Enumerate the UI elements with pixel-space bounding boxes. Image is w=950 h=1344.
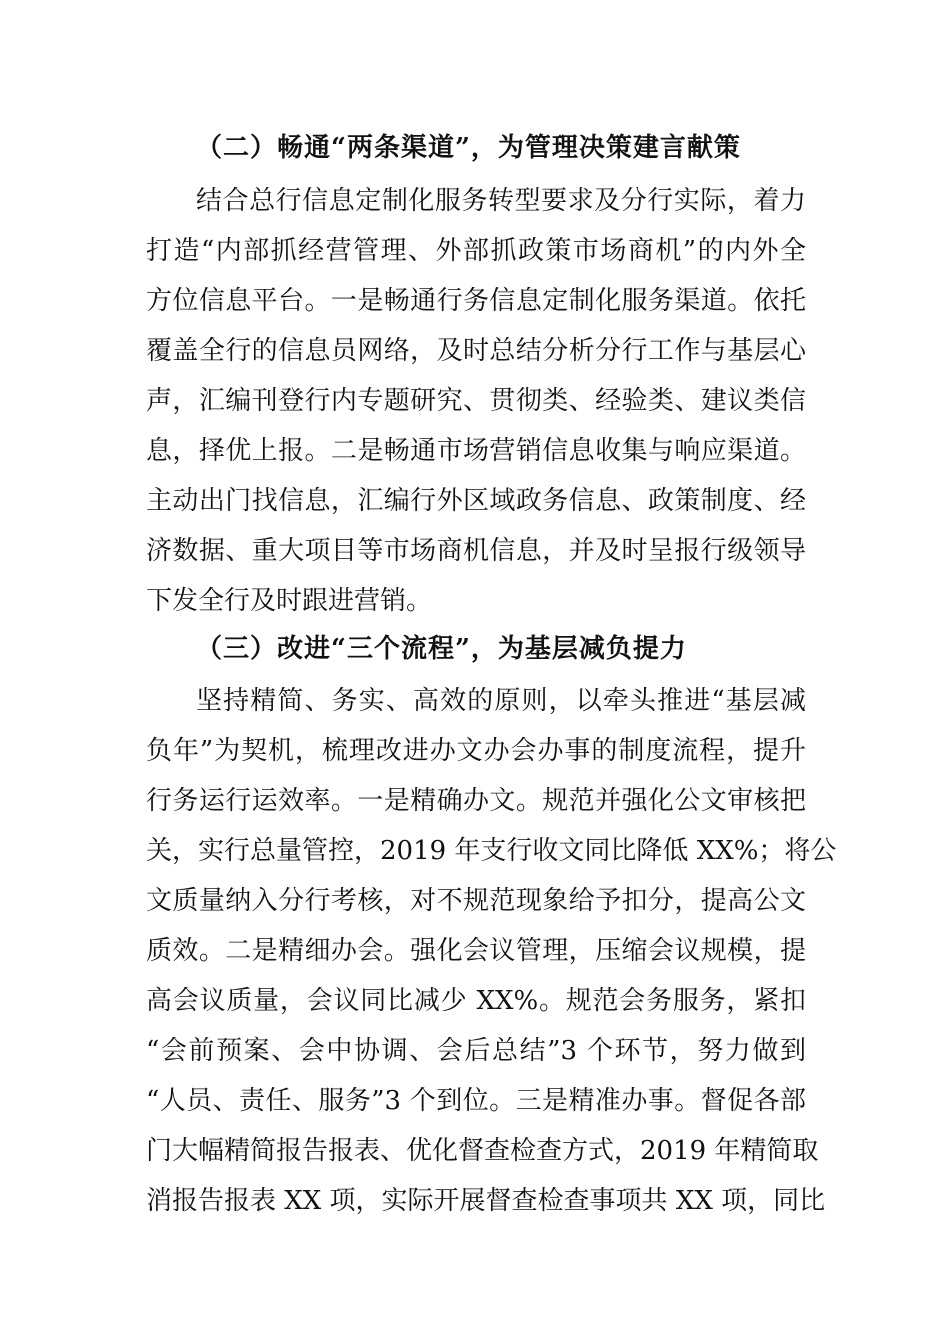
paragraph-line: 结合总行信息定制化服务转型要求及分行实际，着力 [196,186,806,216]
paragraph-line: 息，择优上报。二是畅通市场营销信息收集与响应渠道。 [146,436,806,466]
paragraph-line: 文质量纳入分行考核，对不规范现象给予扣分，提高公文 [146,886,806,916]
paragraph-line: “人员、责任、服务”3 个到位。三是精准办事。督促各部 [146,1086,806,1116]
paragraph-line: 负年”为契机，梳理改进办文办会办事的制度流程，提升 [146,736,806,766]
paragraph-line: 关，实行总量管控，2019 年支行收文同比降低 XX%；将公 [146,836,837,866]
paragraph-line: 打造“内部抓经营管理、外部抓政策市场商机”的内外全 [146,236,806,266]
paragraph-line: 行务运行运效率。一是精确办文。规范并强化公文审核把 [146,786,806,816]
section-heading-2: （二）畅通“两条渠道”，为管理决策建言献策 [196,133,741,163]
paragraph-line: 济数据、重大项目等市场商机信息，并及时呈报行级领导 [146,536,806,566]
paragraph-line: 下发全行及时跟进营销。 [146,586,433,616]
section-heading-3: （三）改进“三个流程”，为基层减负提力 [196,634,687,664]
paragraph-line: 高会议质量，会议同比减少 XX%。规范会务服务，紧扣 [146,986,806,1016]
paragraph-line: “会前预案、会中协调、会后总结”3 个环节，努力做到 [146,1036,806,1066]
paragraph-line: 覆盖全行的信息员网络，及时总结分析分行工作与基层心 [146,336,806,366]
paragraph-line: 声，汇编刊登行内专题研究、贯彻类、经验类、建议类信 [146,386,806,416]
paragraph-line: 门大幅精简报告报表、优化督查检查方式，2019 年精简取 [146,1136,819,1166]
paragraph-line: 坚持精简、务实、高效的原则，以牵头推进“基层减 [196,686,806,716]
paragraph-line: 质效。二是精细办会。强化会议管理，压缩会议规模，提 [146,936,806,966]
paragraph-line: 主动出门找信息，汇编行外区域政务信息、政策制度、经 [146,486,806,516]
paragraph-line: 消报告报表 XX 项，实际开展督查检查事项共 XX 项，同比 [146,1186,826,1216]
paragraph-line: 方位信息平台。一是畅通行务信息定制化服务渠道。依托 [146,286,806,316]
